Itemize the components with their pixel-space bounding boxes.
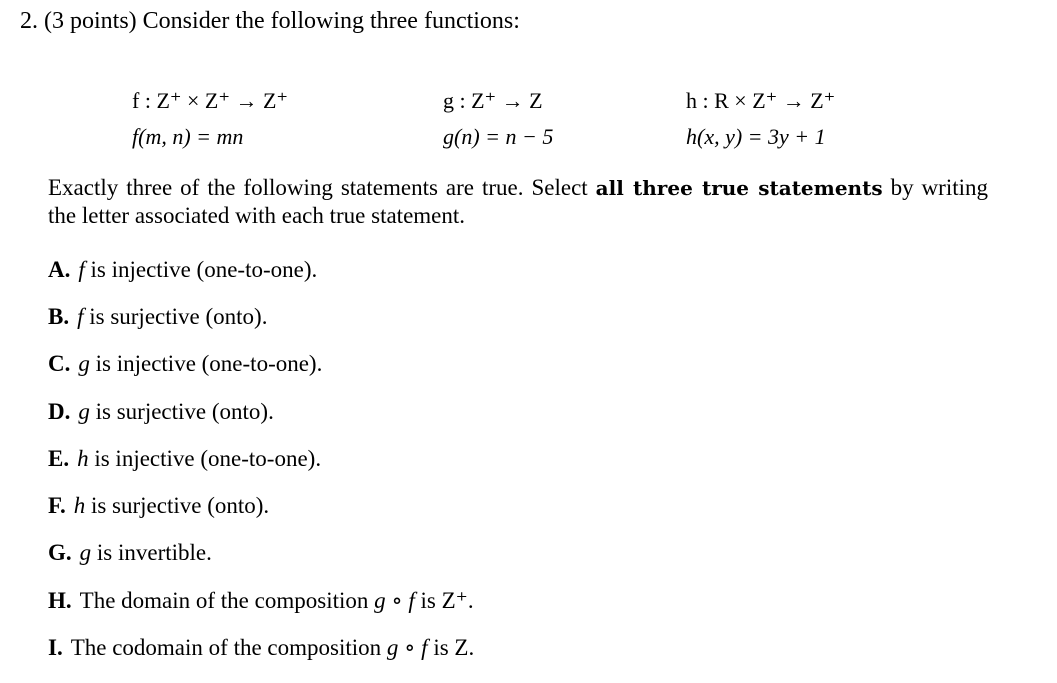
option-letter: G. bbox=[48, 540, 72, 565]
option-e bbox=[48, 444, 321, 474]
option-letter: E. bbox=[48, 446, 70, 471]
question-prompt: Consider the following three functions: bbox=[142, 8, 520, 34]
option-symbol: g bbox=[79, 540, 92, 565]
option-c bbox=[48, 349, 322, 379]
option-text: is injective (one-to-one). bbox=[90, 257, 318, 282]
instructions-bold: all three true statements bbox=[595, 176, 883, 200]
function-g-definition: g(n) = n − 5 bbox=[443, 124, 554, 149]
option-f bbox=[48, 491, 269, 521]
option-a bbox=[48, 255, 317, 285]
function-f-definition: f(m, n) = mn bbox=[132, 124, 244, 149]
option-symbol: g bbox=[78, 351, 90, 376]
instructions-text-after: by writing the letter associated with each true statement. bbox=[48, 175, 988, 228]
option-text: is surjective (onto). bbox=[95, 399, 274, 424]
option-letter: A. bbox=[48, 257, 71, 282]
option-symbol: h bbox=[77, 446, 89, 471]
function-h-definition: h(x, y) = 3y + 1 bbox=[686, 124, 826, 149]
option-d bbox=[48, 397, 274, 427]
option-symbol: g ∘ f bbox=[374, 588, 415, 613]
option-text: is surjective (onto). bbox=[90, 493, 270, 518]
option-letter: I. bbox=[48, 635, 63, 660]
instructions-paragraph bbox=[48, 174, 988, 230]
option-g bbox=[48, 538, 212, 568]
option-i bbox=[48, 633, 474, 663]
question-heading bbox=[20, 4, 520, 38]
question-points: (3 points) bbox=[44, 8, 137, 34]
function-h-signature: h : R × Z⁺ → Z⁺ bbox=[686, 88, 836, 113]
option-h bbox=[48, 586, 474, 616]
option-b bbox=[48, 302, 267, 332]
option-symbol: h bbox=[73, 493, 86, 518]
instructions-text-before: Exactly three of the following statements are true. Select bbox=[48, 175, 596, 200]
option-text: is invertible. bbox=[96, 540, 212, 565]
option-symbol: g bbox=[78, 399, 90, 424]
option-prefix: The codomain of the composition bbox=[70, 635, 382, 660]
option-text: is injective (one-to-one). bbox=[94, 446, 322, 471]
question-number: 2. bbox=[20, 8, 38, 34]
option-symbol: g ∘ f bbox=[386, 635, 428, 660]
option-prefix: The domain of the composition bbox=[79, 588, 369, 613]
option-letter: F. bbox=[48, 493, 66, 518]
option-letter: B. bbox=[48, 304, 70, 329]
option-suffix: is Z⁺. bbox=[420, 588, 474, 613]
option-letter: C. bbox=[48, 351, 71, 376]
function-g-signature: g : Z⁺ → Z bbox=[443, 88, 543, 113]
option-symbol: f bbox=[77, 304, 84, 329]
option-symbol: f bbox=[78, 257, 85, 282]
option-letter: H. bbox=[48, 588, 72, 613]
function-f-signature: f : Z⁺ × Z⁺ → Z⁺ bbox=[132, 88, 288, 113]
option-letter: D. bbox=[48, 399, 71, 424]
option-suffix: is Z. bbox=[433, 635, 475, 660]
option-text: is injective (one-to-one). bbox=[95, 351, 323, 376]
option-text: is surjective (onto). bbox=[89, 304, 268, 329]
